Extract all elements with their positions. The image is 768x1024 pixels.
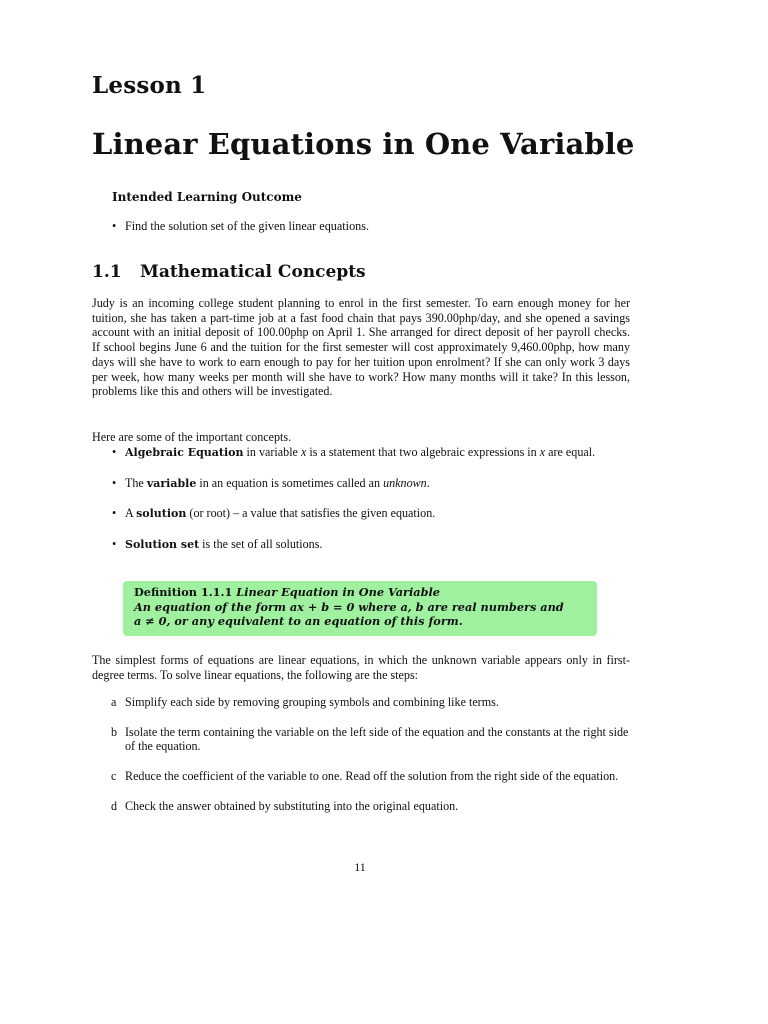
step-text: Isolate the term containing the variable on the left side of the equation and the constants at the right side of the equation. [125, 724, 629, 754]
definition-box [123, 581, 597, 636]
section-title: Mathematical Concepts [140, 262, 366, 282]
definition-name: Linear Equation in One Variable [236, 585, 440, 599]
step-marker: a [111, 695, 117, 709]
variable-symbol: x [300, 445, 307, 459]
concept-item: • The variable in an equation is sometimes called an unknown. [112, 476, 630, 492]
variable-symbol: x [539, 445, 546, 459]
concept-term: Algebraic Equation [125, 446, 244, 459]
concept-item: • A solution (or root) – a value that satisfies the given equation. [112, 506, 630, 522]
learning-outcome-heading: Intended Learning Outcome [112, 190, 302, 204]
step-marker: d [111, 798, 118, 813]
steps-list [108, 695, 630, 829]
section-number: 1.1 [92, 262, 122, 282]
page-number: 11 [354, 860, 366, 874]
step-item [108, 695, 630, 710]
definition-label: Definition 1.1.1 [134, 585, 233, 599]
step-item [108, 799, 630, 814]
definition-line-2: An equation of the form ax + b = 0 where a, b are real numbers and [134, 599, 564, 614]
step-text: Simplify each side by removing grouping symbols and combining like terms. [125, 695, 499, 709]
learning-outcome-item: • Find the solution set of the given linear equations. [112, 219, 369, 234]
step-item [108, 769, 630, 784]
definition-line-1 [134, 585, 587, 600]
step-marker: b [111, 724, 118, 739]
simplest-forms-paragraph: The simplest forms of equations are linear equations, in which the unknown variable appears only in first-degree terms. To solve linear equations, the following are the steps: [92, 653, 630, 682]
section-heading [92, 262, 366, 282]
emphasis-text: unknown [383, 475, 427, 490]
concept-term: variable [146, 476, 197, 490]
concepts-intro: Here are some of the important concepts. [92, 430, 292, 444]
concept-term: Solution set [125, 538, 200, 552]
lesson-title: Linear Equations in One Variable [92, 127, 635, 161]
concept-item: • Algebraic Equation in variable x is a statement that two algebraic expressions in x are equal. [112, 445, 630, 461]
definition-line-3: a ≠ 0, or any equivalent to an equation of this form. [134, 614, 463, 629]
lesson-label: Lesson 1 [92, 72, 207, 99]
step-text: Check the answer obtained by substituting into the original equation. [125, 798, 459, 813]
step-text: Reduce the coefficient of the variable to one. Read off the solution from the right side of the equation. [125, 769, 619, 784]
concept-term: solution [136, 507, 187, 521]
learning-outcome-list [112, 219, 369, 234]
step-marker: c [111, 769, 117, 784]
concepts-list [112, 445, 630, 568]
step-item [108, 725, 630, 754]
intro-paragraph: Judy is an incoming college student planning to enrol in the first semester. To earn enough money for her tuition, she has taken a part-time job at a fast food chain that pays 390.00php/day, and she opened a savings account with an initial deposit of 100.00php on April 1. She arranged for direct deposit of her payroll checks. If school begins June 6 and the tuition for the first semester will cost approximately 9,460.00php, how many days will she have to work to earn enough to pay for her tuition upon enrolment? If she can only work 3 days per week, how many weeks per month will she have to work? How many months will it take? In this lesson, problems like this and others will be investigated. [92, 296, 630, 399]
concept-item: • Solution set is the set of all solutions. [112, 537, 630, 553]
